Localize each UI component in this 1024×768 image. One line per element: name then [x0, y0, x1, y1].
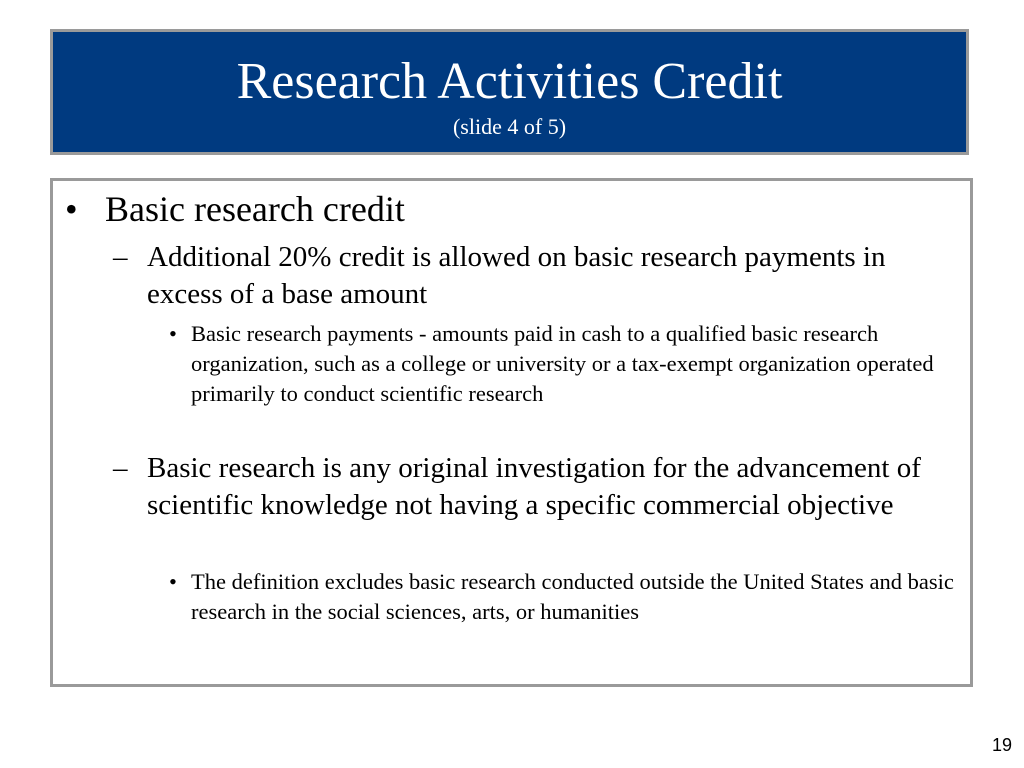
detail-text: Basic research payments - amounts paid in cash to a qualified basic research organization, such as a college or university or a tax-exempt organization operated primarily to conduct scientific research — [191, 321, 934, 406]
dash-marker: – — [113, 241, 128, 273]
page-number: 19 — [991, 735, 1012, 755]
bullet-basic-research-credit — [65, 187, 405, 231]
bullet-marker: • — [169, 569, 177, 594]
content-panel — [50, 178, 973, 687]
bullet-marker: • — [169, 321, 177, 346]
bullet-marker: • — [65, 189, 78, 229]
slide-title: Research Activities Credit — [236, 53, 783, 110]
slide-subtitle: (slide 4 of 5) — [452, 114, 567, 139]
detail-definition-exclusions — [169, 567, 971, 627]
sub-bullet-basic-research-definition — [113, 450, 947, 524]
detail-basic-research-payments — [169, 319, 971, 409]
sub-bullet-text: Additional 20% credit is allowed on basic research payments in excess of a base amount — [147, 241, 886, 310]
sub-bullet-text: Basic research is any original investigation for the advancement of scientific knowledge not having a specific commercial objective — [147, 452, 921, 521]
dash-marker: – — [113, 452, 128, 484]
detail-text: The definition excludes basic research conducted outside the United States and basic research in the social sciences, arts, or humanities — [191, 569, 954, 624]
sub-bullet-additional-credit — [113, 239, 947, 313]
bullet-text: Basic research credit — [105, 189, 405, 229]
title-banner — [50, 29, 969, 155]
